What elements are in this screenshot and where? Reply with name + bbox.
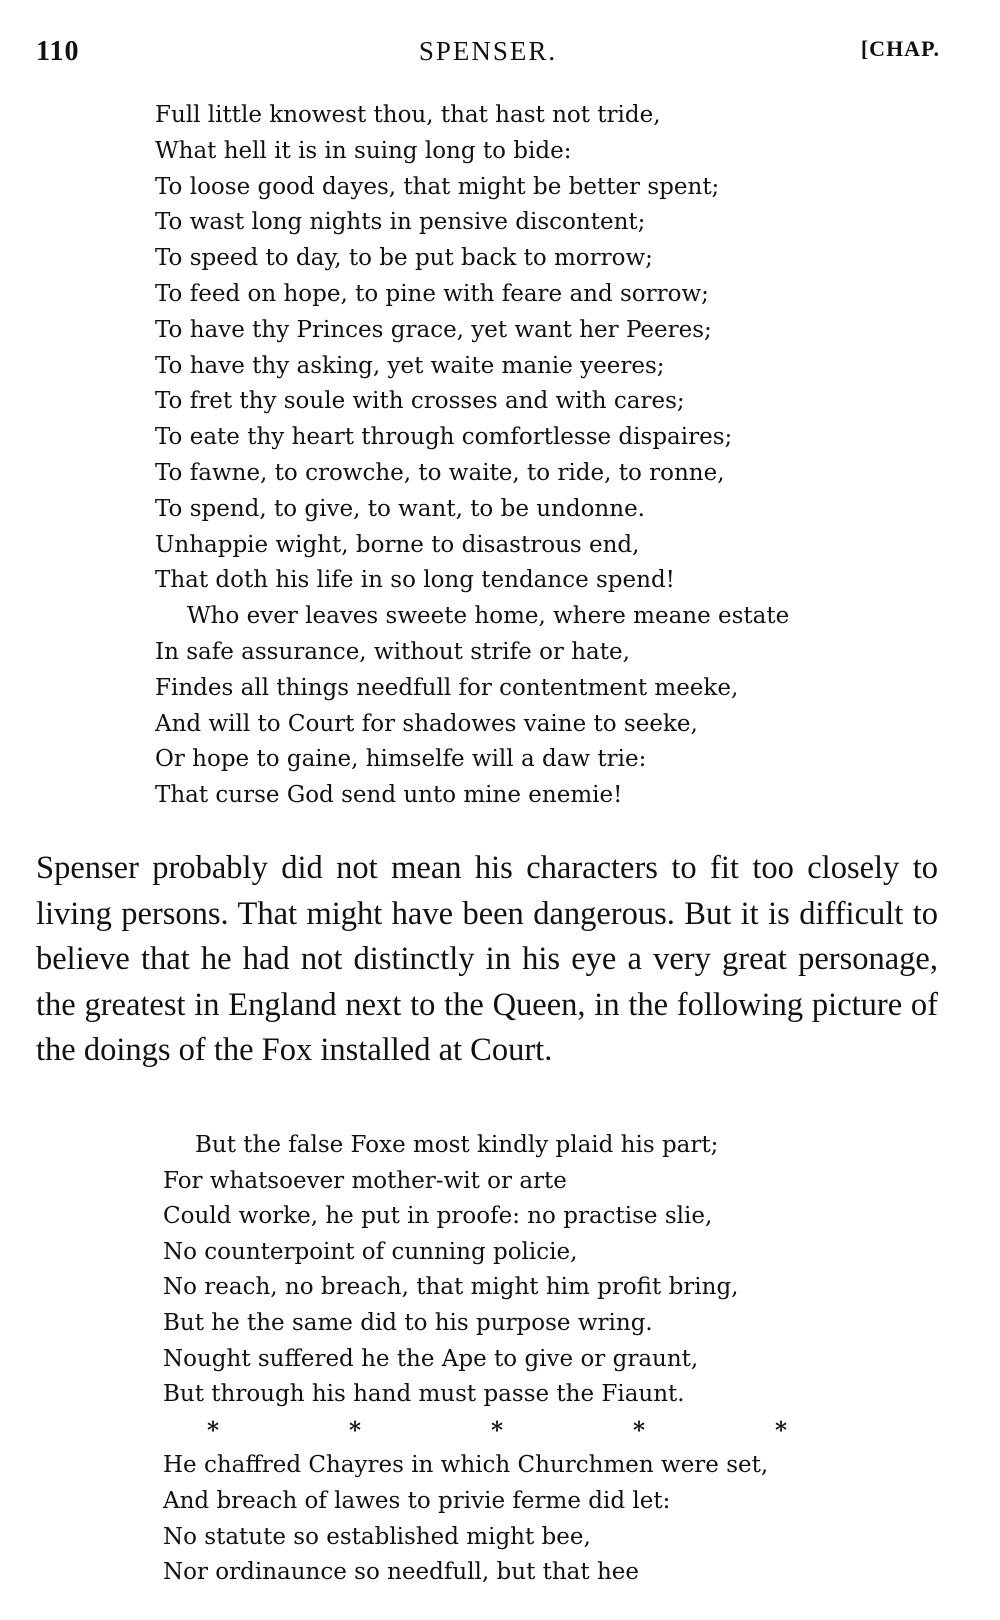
- verse-line: And will to Court for shadowes vaine to seeke,: [155, 710, 698, 737]
- ellipsis-asterisks: [163, 1413, 917, 1449]
- running-title: SPENSER.: [418, 36, 558, 66]
- verse-line: To wast long nights in pensive discontent;: [155, 209, 646, 236]
- verse-line: But he the same did to his purpose wring.: [163, 1309, 653, 1336]
- verse-line: Unhappie wight, borne to disastrous end,: [155, 531, 640, 558]
- verse-line: To have thy Princes grace, yet want her Peeres;: [155, 316, 712, 343]
- verse-quotation-2: [163, 1128, 917, 1591]
- verse-line: Who ever leaves sweete home, where meane estate: [187, 603, 790, 630]
- verse-line: And breach of lawes to privie ferme did let:: [163, 1487, 671, 1514]
- asterisk: *: [775, 1416, 788, 1444]
- paragraph-text: Spenser probably did not mean his characters to fit too closely to living persons. That might have been dangerous. But it is difficult to believe that he had not distinctly in his eye a very great personage, the greatest in England next to the Queen, in the following picture of the doings of the Fox installed at Court.: [36, 850, 938, 1068]
- verse-line: No counterpoint of cunning policie,: [163, 1238, 578, 1265]
- verse-line: That curse God send unto mine enemie!: [155, 782, 623, 809]
- verse-line: Or hope to gaine, himselfe will a daw trie:: [155, 746, 647, 773]
- verse-line: To loose good dayes, that might be better spent;: [155, 173, 720, 200]
- verse-line: Nought suffered he the Ape to give or graunt,: [163, 1345, 699, 1372]
- verse-line: To fawne, to crowche, to waite, to ride, to ronne,: [155, 459, 725, 486]
- verse-line: He chaffred Chayres in which Churchmen were set,: [163, 1452, 769, 1479]
- verse-line: No statute so established might bee,: [163, 1523, 591, 1550]
- verse-line: To have thy asking, yet waite manie yeeres;: [155, 352, 665, 379]
- verse-line: What hell it is in suing long to bide:: [155, 137, 572, 164]
- asterisk: *: [491, 1416, 504, 1444]
- verse-line: To eate thy heart through comfortlesse dispaires;: [155, 424, 733, 451]
- verse-quotation-1: [155, 98, 789, 814]
- running-head: [36, 36, 940, 76]
- verse-line: Findes all things needfull for contentment meeke,: [155, 674, 739, 701]
- verse-line: That doth his life in so long tendance spend!: [155, 567, 675, 594]
- chapter-marker: [CHAP.: [860, 36, 940, 61]
- asterisk: *: [349, 1416, 362, 1444]
- asterisk: *: [633, 1416, 646, 1444]
- body-paragraph: [36, 846, 938, 1074]
- page-number: 110: [36, 36, 80, 67]
- verse-line: To spend, to give, to want, to be undonne.: [155, 495, 645, 522]
- verse-line: Could worke, he put in proofe: no practise slie,: [163, 1203, 713, 1230]
- asterisk: *: [207, 1416, 220, 1444]
- verse-line: No reach, no breach, that might him profit bring,: [163, 1274, 739, 1301]
- verse-line: To speed to day, to be put back to morrow;: [155, 245, 653, 272]
- verse-line: But the false Foxe most kindly plaid his part;: [195, 1132, 719, 1158]
- verse-line: In safe assurance, without strife or hate,: [155, 638, 630, 665]
- verse-line: For whatsoever mother-wit or arte: [163, 1167, 567, 1194]
- verse-line: Full little knowest thou, that hast not tride,: [155, 102, 661, 128]
- verse-line: To fret thy soule with crosses and with cares;: [155, 388, 685, 415]
- verse-line: Nor ordinaunce so needfull, but that hee: [163, 1559, 639, 1586]
- verse-line: But through his hand must passe the Fiaunt.: [163, 1381, 685, 1408]
- verse-line: To feed on hope, to pine with feare and sorrow;: [155, 280, 709, 307]
